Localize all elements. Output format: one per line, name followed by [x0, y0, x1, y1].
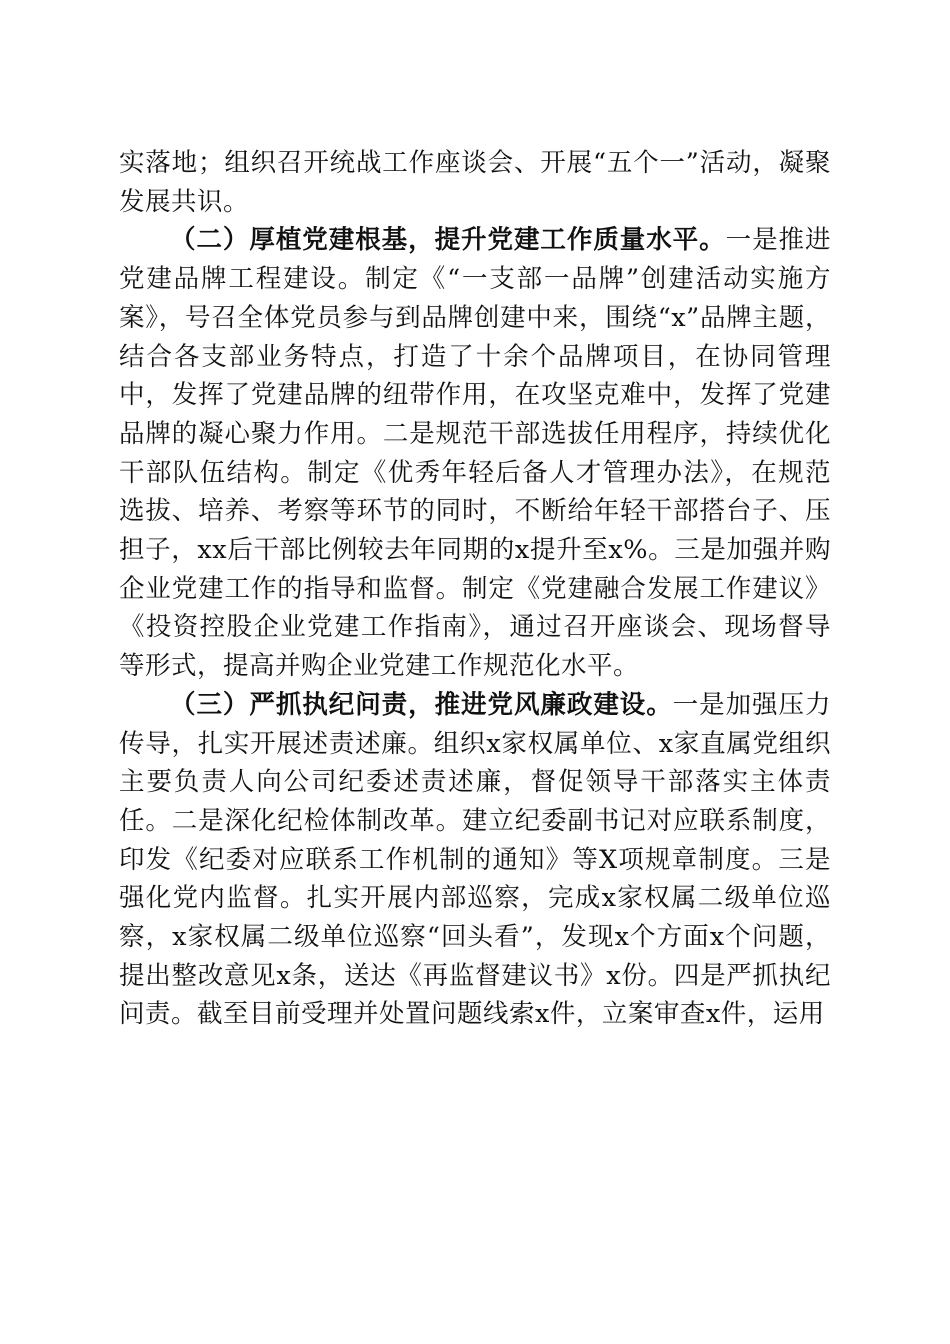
- section-heading-3: （三）严抓执纪问责，推进党风廉政建设。: [170, 689, 673, 720]
- paragraph-body: 一是推进党建品牌工程建设。制定《“一支部一品牌”创建活动实施方案》，号召全体党员参与到品牌创建中来，围绕“x”品牌主题，结合各支部业务特点，打造了十余个品牌项目，在协同管理中，发挥了党建品牌的纽带作用，在攻坚克难中，发挥了党建品牌的凝心聚力作用。二是规范干部选拔任用程序，持续优化干部队伍结构。制定《优秀年轻后备人才管理办法》，在规范选拔、培养、考察等环节的同时，不断给年轻干部搭台子、压担子，xx后干部比例较去年同期的x提升至x%。三是加强并购企业党建工作的指导和监督。制定《党建融合发展工作建议》《投资控股企业党建工作指南》，通过召开座谈会、现场督导等形式，提高并购企业党建工作规范化水平。: [119, 225, 831, 682]
- paragraph-continued: [119, 144, 831, 221]
- paragraph-party-building: [119, 221, 831, 685]
- paragraph-body: 一是加强压力传导，扎实开展述责述廉。组织x家权属单位、x家直属党组织主要负责人向公司纪委述责述廉，督促领导干部落实主体责任。二是深化纪检体制改革。建立纪委副书记对应联系制度，印发《纪委对应联系工作机制的通知》等X项规章制度。三是强化党内监督。扎实开展内部巡察，完成x家权属二级单位巡察，x家权属二级单位巡察“回头看”，发现x个方面x个问题，提出整改意见x条，送达《再监督建议书》x份。四是严抓执纪问责。截至目前受理并处置问题线索x件，立案审查x件，运用: [119, 689, 831, 1030]
- section-heading-2: （二）厚植党建根基，提升党建工作质量水平。: [170, 225, 726, 256]
- paragraph-body: 实落地；组织召开统战工作座谈会、开展“五个一”活动，凝聚发展共识。: [119, 148, 831, 217]
- paragraph-discipline: [119, 686, 831, 1034]
- document-body: [119, 144, 831, 1034]
